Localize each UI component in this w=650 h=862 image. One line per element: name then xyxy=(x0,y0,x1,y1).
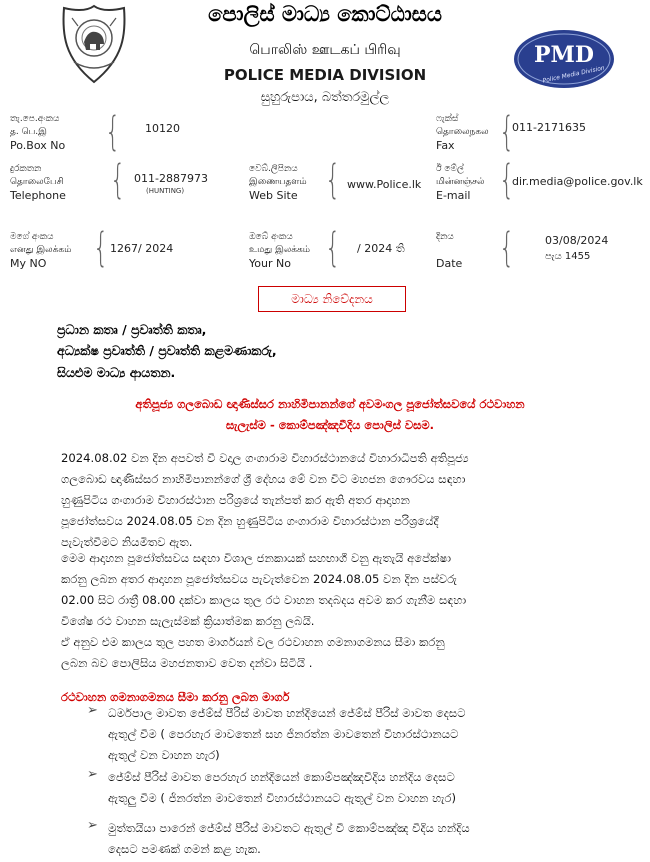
title-sinhala: පොලිස් මාධ්‍ය කොට්ඨාසය xyxy=(208,2,442,26)
headline-line: සැලැස්ම - කොම්පඤ්ඤවීදිය පොලිස් වසම. xyxy=(225,418,435,432)
pobox-label: තැ.පෙ.අංකය த. பெ.இ Po.Box No xyxy=(10,114,66,152)
address: සුහුරුපාය, බත්තරමුල්ල xyxy=(260,90,390,105)
title-english: POLICE MEDIA DIVISION xyxy=(223,66,427,84)
my-no-label: මගේ අංකය எனது இலக்கம் My NO xyxy=(10,232,72,270)
brace-icon: { xyxy=(105,109,121,155)
website-value: www.Police.lk xyxy=(347,178,422,191)
email-value: dir.media@police.gov.lk xyxy=(512,175,643,188)
brace-icon: { xyxy=(110,157,126,203)
paragraph-1: 2024.08.02 වන දින අපවත් වී වදාල ගංගාරාම විහාරස්ථානයේ විහාරාධිපති අතිපූජ්‍ය ගලබොඩ ඥාණිස්සර නාහිමිපානන්ගේ ශ්‍රී දේහය මේ වන විට මහජන ගෞරවය සඳහා හුණුපිටිය ගංගාරාම විහාරස්ථාන පරිශ්‍රයේ තැන්පත් කර ඇති අතර ආදාහන පූජෝත්සවය 2024.08.05 වන දින හුණුපිටිය ගංගාරාම විහාරස්ථාන පරිශ්‍රයේදී පැවැත්වීමට නියමිතව ඇත. xyxy=(61,451,469,549)
brace-icon: { xyxy=(499,225,515,271)
email-label: ඊ මේල් மின்னஞ்சல் E-mail xyxy=(436,164,485,202)
website-label: වෙබ්.ලිපිනය இணையதளம் Web Site xyxy=(249,164,307,202)
your-no-label: ඔබේ අංකය உமது இலக்கம் Your No xyxy=(249,232,311,270)
brace-icon: { xyxy=(325,157,341,203)
arrow-bullet-icon: ➢ xyxy=(87,818,98,833)
pmd-logo-subtext: Police Media Division xyxy=(542,64,606,85)
recipient-line: ප්‍රධාන කතෘ / ප්‍රවෘත්ති කතෘ, xyxy=(57,322,207,337)
brace-icon: { xyxy=(325,225,341,271)
hunting-note: (HUNTING) xyxy=(146,187,185,195)
notice-title: මාධ්‍ය නිවේදනය xyxy=(258,286,406,312)
date-value: 03/08/2024 xyxy=(545,234,609,247)
pmd-logo xyxy=(512,28,616,90)
restricted-roads-heading: රථවාහන ගමනාගමනය සීමා කරනු ලබන මාර්ග xyxy=(61,690,290,704)
time-value: පැය 1455 xyxy=(545,251,591,262)
date-label: දිනය Date xyxy=(436,232,463,270)
brace-icon: { xyxy=(93,225,109,271)
arrow-bullet-icon: ➢ xyxy=(87,703,98,718)
fax-label: ෆැක්ස් தொலைநகல Fax xyxy=(436,114,489,152)
title-tamil: பொலிஸ் ஊடகப் பிரிவு xyxy=(249,42,401,58)
police-emblem-logo xyxy=(58,4,130,84)
pobox-value: 10120 xyxy=(145,122,180,135)
telephone-label: දුරකතන தொலைபேசி Telephone xyxy=(10,164,66,202)
telephone-value: 011-2887973 xyxy=(134,172,208,185)
fax-value: 011-2171635 xyxy=(512,121,586,134)
headline-line: අතිපූජ්‍ය ගලබොඩ ඥාණිස්සර නාහිමිපානන්ගේ අවමංගල පූජෝත්සවයේ රථවාහන xyxy=(135,397,525,411)
paragraph-3: ඒ අනුව එම කාලය තුල පහත මාර්ගයන් වල රථවාහන ගමනාගමනය සීමා කරනු ලබන බව පොලිසිය මහජනතාව වෙත දන්වා සිටියි . xyxy=(61,635,445,670)
recipient-line: අධ්‍යක්ෂ ප්‍රවෘත්ති / ප්‍රවෘත්ති කළමණාකරු, xyxy=(57,343,277,358)
brace-icon: { xyxy=(499,157,515,203)
my-no-value: 1267/ 2024 xyxy=(110,242,174,255)
pmd-logo-text: PMD xyxy=(534,42,594,68)
your-no-value: / 2024 ති xyxy=(357,242,405,255)
arrow-bullet-icon: ➢ xyxy=(87,767,98,782)
paragraph-2: මෙම ආදාහන පූජෝත්සවය සඳහා විශාල ජනකායක් සහභාගී වනු ඇතැයි අපේක්ෂා කරනු ලබන අතර ආදාහන පූජෝත්සවය පැවැත්වෙන 2024.08.05 වන දින පස්වරු 02.00 සිට රාත්‍රී 08.00 දක්වා කාලය තුල රථ වාහන තදබදය අවම කර ගැනීම සඳහා විශේෂ රථ වාහන සැලැස්මක් ක්‍රියාත්මක කරනු ලබයි. xyxy=(61,551,467,628)
brace-icon: { xyxy=(499,109,515,155)
recipient-line: සියළුම මාධ්‍ය ආයතන. xyxy=(57,365,176,380)
